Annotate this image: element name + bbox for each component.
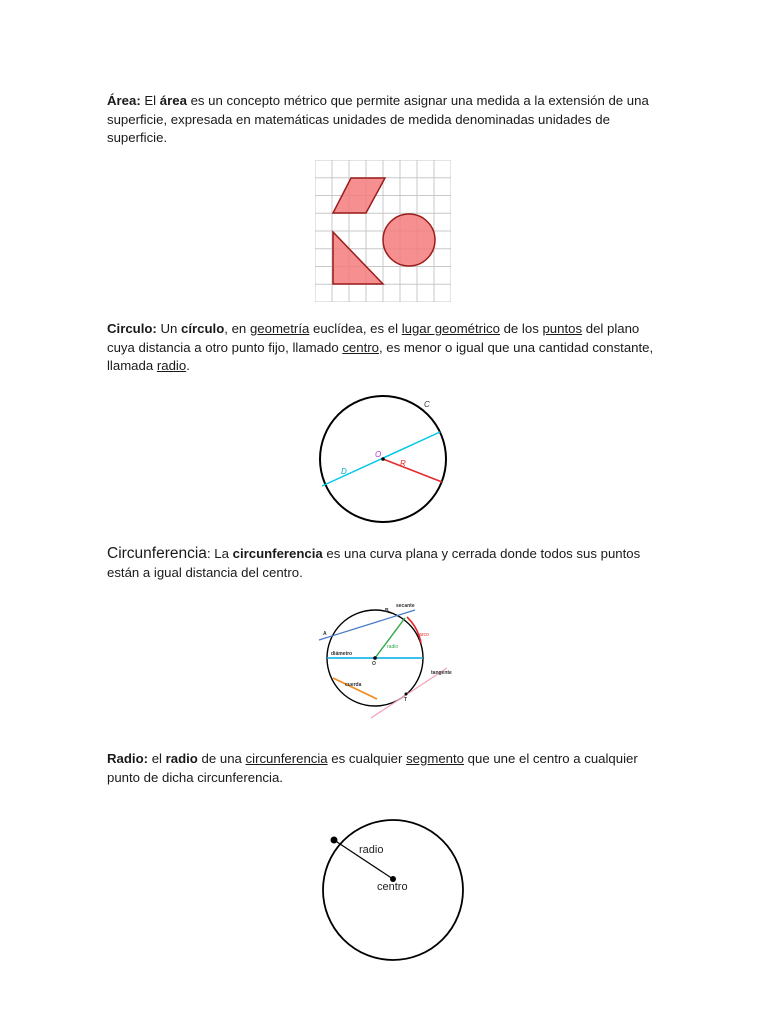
circunferencia-paragraph — [107, 545, 667, 582]
label-o: O — [375, 450, 382, 459]
diameter-line — [322, 432, 440, 486]
centro-label: centro — [377, 881, 408, 893]
circunferencia-bold-word: circunferencia — [232, 546, 323, 561]
circle-shape — [383, 214, 435, 266]
radio-bold-word: radio — [165, 751, 198, 766]
radio-term: Radio: — [107, 751, 149, 766]
link-circunferencia[interactable]: circunferencia — [245, 751, 328, 766]
circulo-figure — [308, 386, 458, 536]
area-paragraph — [107, 92, 667, 148]
radio-paragraph — [107, 750, 667, 787]
label-t: T — [404, 697, 408, 703]
label-d: D — [341, 467, 347, 476]
link-geometria[interactable]: geometría — [249, 321, 310, 336]
label-a: A — [323, 631, 327, 637]
edge-point — [331, 837, 338, 844]
circunferencia-text-2: es una curva plana y cerrada donde todos sus puntos están a igual distancia del centro. — [107, 546, 641, 580]
radio-text-3: es cualquier — [327, 751, 407, 766]
center-point — [381, 457, 385, 461]
link-centro[interactable]: centro — [342, 339, 379, 355]
radio-figure — [307, 804, 477, 974]
label-b: B — [385, 608, 389, 614]
circulo-text-1: Un — [156, 321, 182, 336]
circunferencia-term: Circunferencia — [107, 545, 207, 562]
circulo-bold-word: círculo — [181, 321, 225, 336]
circulo-text-4: de los — [499, 321, 543, 336]
link-radio[interactable]: radio — [156, 358, 187, 373]
link-lugar-geometrico[interactable]: lugar geométrico — [401, 321, 500, 336]
area-bold-word: área — [159, 93, 187, 108]
area-text-1: El — [140, 93, 160, 108]
circulo-text-7: . — [186, 358, 190, 373]
area-term: Área: — [107, 93, 141, 108]
label-diametro: diámetro — [331, 651, 353, 657]
circulo-text-5: del plano cuya distancia a otro punto fijo, llamado — [107, 321, 640, 355]
center-o-point — [373, 656, 377, 660]
circulo-text-3: euclídea, es el — [309, 321, 402, 336]
label-tangente: tangente — [431, 670, 452, 676]
label-secante: secante — [396, 603, 415, 609]
circunferencia-text-1: : La — [206, 546, 233, 561]
radio-label: radio — [359, 844, 384, 856]
point-t — [405, 693, 408, 696]
area-text-2: es un concepto métrico que permite asignar una medida a la extensión de una superficie, expresada en matemáticas unidades de medida denominadas unidades de superficie. — [107, 93, 649, 145]
radio-text-4: que une el centro a cualquier punto de dicha circunferencia. — [107, 751, 638, 785]
radio-line — [375, 618, 405, 658]
link-segmento[interactable]: segmento — [406, 751, 464, 766]
radio-text-2: de una — [197, 751, 246, 766]
label-radio: radio — [387, 644, 399, 650]
label-arco: arco — [419, 632, 429, 638]
label-c: C — [424, 400, 430, 409]
circulo-text-2: , en — [224, 321, 250, 336]
circulo-term: Circulo: — [107, 321, 157, 336]
label-o: O — [372, 661, 376, 667]
label-r: R — [400, 459, 406, 468]
circulo-paragraph — [107, 320, 667, 376]
radius-line — [383, 459, 442, 482]
area-figure — [315, 160, 451, 302]
circunferencia-figure — [315, 598, 465, 728]
label-cuerda: cuerda — [345, 682, 362, 688]
circulo-text-6: , es menor o igual que una cantidad constante, llamada — [107, 339, 654, 373]
link-puntos[interactable]: puntos — [542, 321, 583, 336]
radio-text-1: el — [148, 751, 166, 766]
